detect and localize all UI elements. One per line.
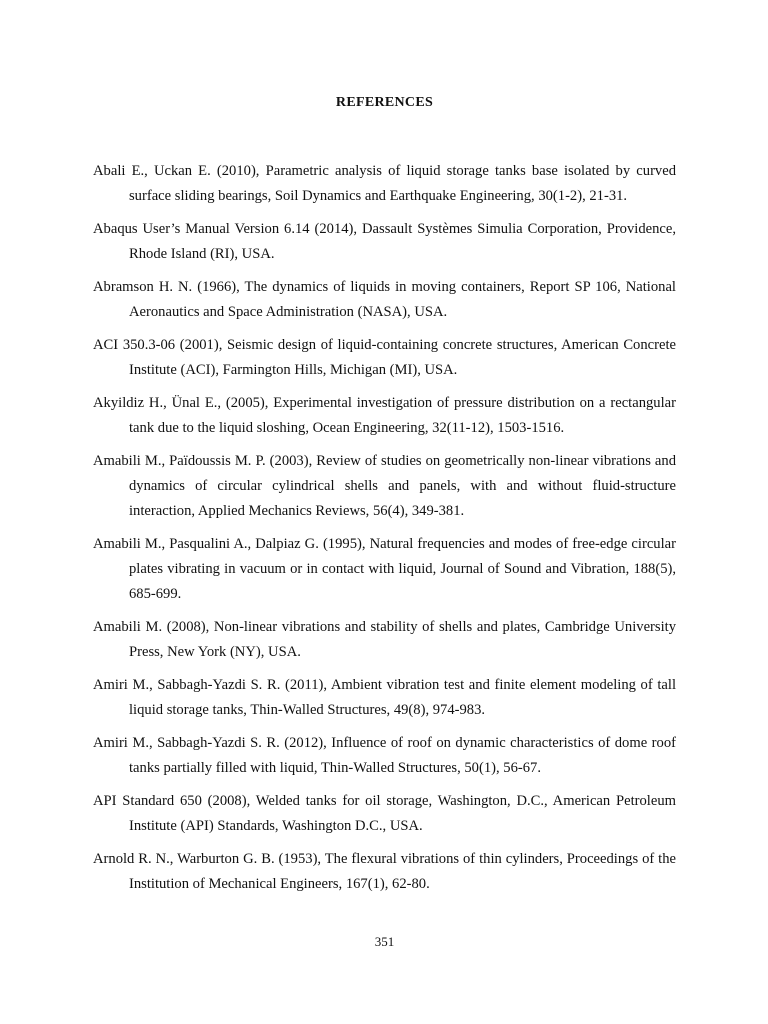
reference-entry: Abaqus User’s Manual Version 6.14 (2014), Dassault Systèmes Simulia Corporation, Providence, Rhode Island (RI), USA. [93, 221, 676, 262]
page-title: REFERENCES [335, 95, 434, 110]
reference-entry: ACI 350.3-06 (2001), Seismic design of liquid-containing concrete structures, American Concrete Institute (ACI), Farmington Hills, Michigan (MI), USA. [93, 337, 676, 378]
reference-entry: Abramson H. N. (1966), The dynamics of liquids in moving containers, Report SP 106, National Aeronautics and Space Administration (NASA), USA. [93, 279, 676, 320]
reference-entry: Amabili M. (2008), Non-linear vibrations and stability of shells and plates, Cambridge University Press, New York (NY), USA. [93, 619, 676, 660]
reference-entry: Amiri M., Sabbagh-Yazdi S. R. (2011), Ambient vibration test and finite element modeling of tall liquid storage tanks, Thin-Walled Structures, 49(8), 974-983. [93, 677, 676, 718]
reference-entry: Amabili M., Païdoussis M. P. (2003), Review of studies on geometrically non-linear vibrations and dynamics of circular cylindrical shells and panels, with and without fluid-structure interaction, Applied Mechanics Reviews, 56(4), 349-381. [93, 453, 676, 519]
reference-entry: Amabili M., Pasqualini A., Dalpiaz G. (1995), Natural frequencies and modes of free-edge circular plates vibrating in vacuum or in contact with liquid, Journal of Sound and Vibration, 188(5), 685-699. [93, 536, 676, 602]
reference-entry: Akyildiz H., Ünal E., (2005), Experimental investigation of pressure distribution on a rectangular tank due to the liquid sloshing, Ocean Engineering, 32(11-12), 1503-1516. [93, 395, 676, 436]
reference-entry: Arnold R. N., Warburton G. B. (1953), The flexural vibrations of thin cylinders, Proceedings of the Institution of Mechanical Engineers, 167(1), 62-80. [93, 851, 676, 892]
reference-entry: API Standard 650 (2008), Welded tanks for oil storage, Washington, D.C., American Petroleum Institute (API) Standards, Washington D.C., USA. [93, 793, 676, 834]
reference-list [93, 159, 676, 905]
reference-entry: Amiri M., Sabbagh-Yazdi S. R. (2012), Influence of roof on dynamic characteristics of dome roof tanks partially filled with liquid, Thin-Walled Structures, 50(1), 56-67. [93, 735, 676, 776]
reference-entry: Abali E., Uckan E. (2010), Parametric analysis of liquid storage tanks base isolated by curved surface sliding bearings, Soil Dynamics and Earthquake Engineering, 30(1-2), 21-31. [93, 163, 676, 204]
page-number: 351 [374, 934, 395, 949]
